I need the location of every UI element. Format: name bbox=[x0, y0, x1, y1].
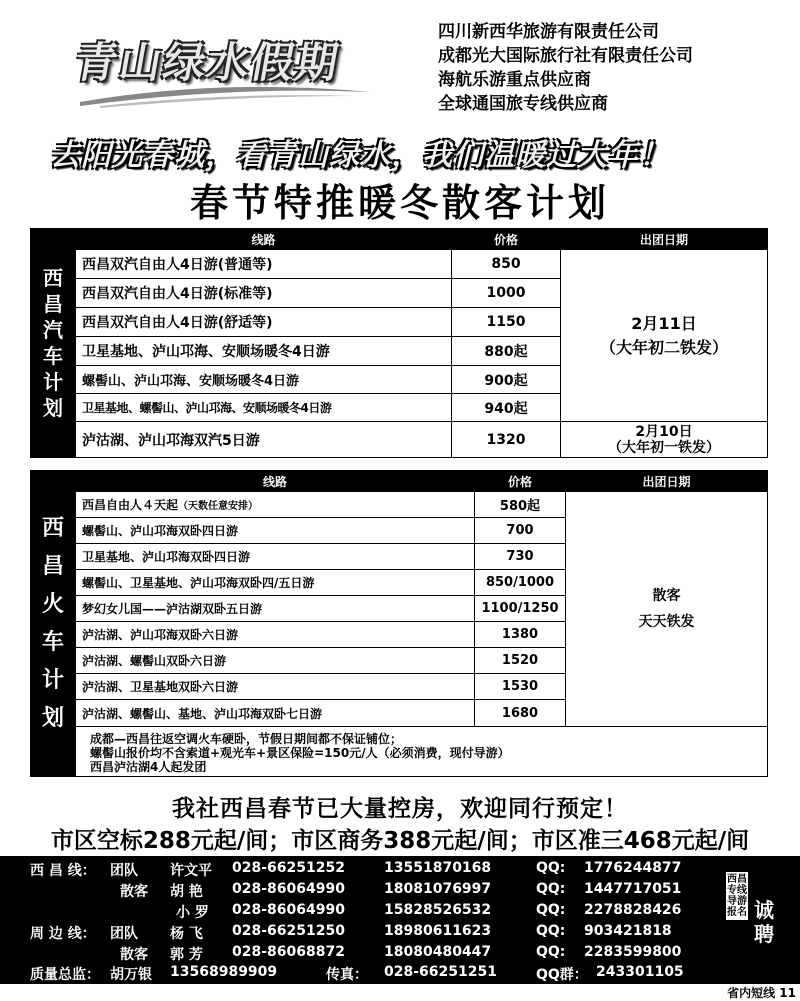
company-name: 海航乐游重点供应商 bbox=[438, 70, 591, 90]
departure-date: 2月11日 （大年初二铁发） bbox=[561, 250, 768, 422]
route-price: 580起 bbox=[475, 492, 566, 518]
departure-date: 散客 天天铁发 bbox=[566, 492, 768, 727]
route-price: 1680 bbox=[475, 700, 566, 727]
bus-plan-table bbox=[30, 228, 768, 458]
route-name: 西昌双汽自由人4日游(舒适等) bbox=[76, 308, 452, 337]
note-line: 螺髻山报价均不含索道+观光车+景区保险=150元/人（必须消费，现付导游） bbox=[90, 746, 510, 760]
train-plan-label: 西 昌 火 车 计 划 bbox=[31, 471, 76, 777]
company-name: 全球通国旅专线供应商 bbox=[438, 94, 608, 114]
route-name: 螺髻山、泸山邛海、安顺场暖冬4日游 bbox=[76, 366, 452, 394]
train-plan-table bbox=[30, 470, 768, 777]
route-price: 1150 bbox=[452, 308, 561, 337]
logo-text: 青山绿水假期 bbox=[71, 38, 344, 87]
route-price: 850/1000 bbox=[475, 570, 566, 596]
table-row bbox=[31, 492, 768, 518]
route-price: 880起 bbox=[452, 337, 561, 366]
route-price: 730 bbox=[475, 544, 566, 570]
route-name: 梦幻女儿国——泸沽湖双卧五日游 bbox=[76, 596, 475, 622]
logo-swoosh-icon bbox=[80, 82, 370, 108]
route-price: 1380 bbox=[475, 622, 566, 648]
table-row bbox=[31, 422, 768, 458]
note-line: 成都—西昌往返空调火车硬卧，节假日期间都不保证铺位； bbox=[90, 732, 403, 746]
route-name: 泸沽湖、螺髻山双卧六日游 bbox=[76, 648, 475, 674]
logo bbox=[70, 22, 370, 110]
page-title: 春节特推暖冬散客计划 bbox=[189, 181, 610, 225]
column-header-price: 价格 bbox=[475, 471, 566, 492]
departure-date: 2月10日 （大年初一铁发） bbox=[561, 422, 768, 458]
route-price: 940起 bbox=[452, 394, 561, 422]
route-name: 卫星基地、螺髻山、泸山邛海、安顺场暖冬4日游 bbox=[76, 394, 452, 422]
route-price: 1320 bbox=[452, 422, 561, 458]
route-name: 西昌自由人４天起（天数任意安排） bbox=[76, 492, 475, 518]
route-price: 850 bbox=[452, 250, 561, 279]
route-name: 卫星基地、泸山邛海双卧四日游 bbox=[76, 544, 475, 570]
hotel-prices: 市区空标288元起/间；市区商务388元起/间；市区准三468元起/间 bbox=[50, 828, 750, 854]
route-price: 1520 bbox=[475, 648, 566, 674]
column-header-price: 价格 bbox=[452, 229, 561, 250]
company-name: 四川新西华旅游有限责任公司 bbox=[438, 22, 659, 42]
route-name: 西昌双汽自由人4日游(标准等) bbox=[76, 279, 452, 308]
column-header-route: 线路 bbox=[76, 229, 452, 250]
company-list bbox=[438, 20, 778, 116]
recruit-label: 诚聘 bbox=[754, 898, 774, 946]
slogan: 去阳光春城，看青山绿水，我们温暖过大年！ bbox=[50, 138, 670, 173]
table-row bbox=[31, 250, 768, 279]
route-price: 1000 bbox=[452, 279, 561, 308]
recruit-note: 西昌专线导游报名 bbox=[727, 874, 747, 918]
column-header-route: 线路 bbox=[76, 471, 475, 492]
route-price: 700 bbox=[475, 518, 566, 544]
note-line: 西昌泸沽湖4人起发团 bbox=[90, 760, 207, 774]
route-price: 1100/1250 bbox=[475, 596, 566, 622]
route-name: 卫星基地、泸山邛海、安顺场暖冬4日游 bbox=[76, 337, 452, 366]
column-header-date: 出团日期 bbox=[566, 471, 768, 492]
route-name: 螺髻山、泸山邛海双卧四日游 bbox=[76, 518, 475, 544]
column-header-date: 出团日期 bbox=[561, 229, 768, 250]
page-footer: 省内短线 11 bbox=[727, 986, 796, 1000]
route-name: 泸沽湖、螺髻山、基地、泸山邛海双卧七日游 bbox=[76, 700, 475, 727]
route-price: 1530 bbox=[475, 674, 566, 700]
bus-plan-label: 西 昌 汽 车 计 划 bbox=[31, 229, 76, 458]
route-name: 西昌双汽自由人4日游(普通等) bbox=[76, 250, 452, 279]
route-name: 泸沽湖、泸山邛海双卧六日游 bbox=[76, 622, 475, 648]
contact-panel: 西 昌 线： 团队 许文平 028-66251252 13551870168 QQ: 1776244877 散客 胡 艳 028-86064990 18081076997 QQ: 1447717051 小 罗 028-86064990 15828526532 QQ: 2278828426 周 边 线： 团队 杨 飞 028-66251250 18980611623 QQ: 903421818 散客 郭 芳 028-86068872 18080480447 QQ: 2283599800 质量总监： 胡万银 13568989909 传真： 028-66251251 QQ群： 243301105 bbox=[0, 856, 800, 984]
route-price: 900起 bbox=[452, 366, 561, 394]
promo-headline: 我社西昌春节已大量控房，欢迎同行预定！ bbox=[172, 796, 628, 822]
route-name: 泸沽湖、泸山邛海双汽5日游 bbox=[76, 422, 452, 458]
company-name: 成都光大国际旅行社有限责任公司 bbox=[438, 46, 693, 66]
route-name: 泸沽湖、卫星基地双卧六日游 bbox=[76, 674, 475, 700]
route-name: 螺髻山、卫星基地、泸山邛海双卧四/五日游 bbox=[76, 570, 475, 596]
trip-notes bbox=[90, 732, 770, 774]
